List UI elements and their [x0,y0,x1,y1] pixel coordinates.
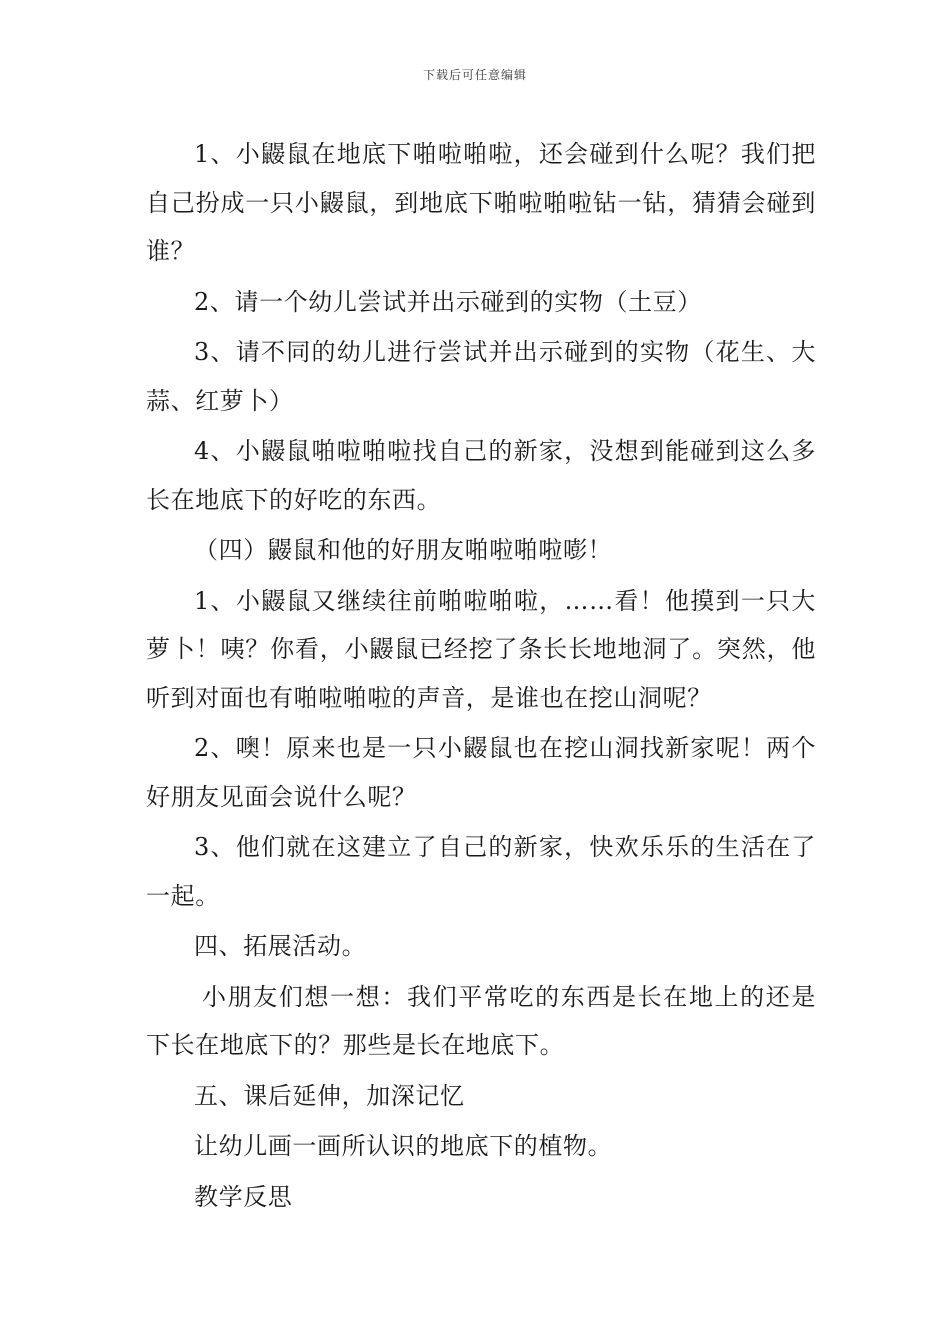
section-heading-4: （四）鼹鼠和他的好朋友啪啦啪啦嘭！ [194,536,613,564]
paragraph-step-3: 3、请不同的幼儿进行尝试并出示碰到的实物（花生、大蒜、红萝卜） [146,338,816,415]
paragraph-step-1: 1、小鼹鼠在地底下啪啦啪啦，还会碰到什么呢？我们把自己扮成一只小鼹鼠，到地底下啪啦啪啦钻一钻，猜猜会碰到谁？ [146,140,816,265]
heading-teaching-reflection: 教学反思 [194,1182,293,1211]
heading-extension-activity: 四、拓展活动。 [194,932,367,960]
paragraph-extension-question: 小朋友们想一想：我们平常吃的东西是长在地上的还是下长在地底下的？那些是长在地底下。 [146,982,816,1059]
paragraph-step-2: 2、请一个幼儿尝试并出示碰到的实物（土豆） [194,287,702,316]
paragraph-section4-step-3: 3、他们就在这建立了自己的新家，快欢乐乐的生活在了一起。 [146,833,816,910]
paragraph-after-class-task: 让幼儿画一画所认识的地底下的植物。 [194,1132,613,1160]
page-header: 下载后可任意编辑 [422,68,527,82]
paragraph-section4-step-1: 1、小鼹鼠又继续往前啪啦啪啦，……看！他摸到一只大萝卜！咦？你看，小鼹鼠已经挖了条长长地地洞了。突然，他听到对面也有啪啦啪啦的声音，是谁也在挖山洞呢？ [146,586,816,712]
heading-after-class: 五、课后延伸，加深记忆 [194,1081,465,1110]
paragraph-step-4: 4、小鼹鼠啪啦啪啦找自己的新家，没想到能碰到这么多长在地底下的好吃的东西。 [146,437,816,514]
paragraph-section4-step-2: 2、噢！原来也是一只小鼹鼠也在挖山洞找新家呢！两个好朋友见面会说什么呢？ [146,734,816,811]
document-body [146,130,816,1223]
